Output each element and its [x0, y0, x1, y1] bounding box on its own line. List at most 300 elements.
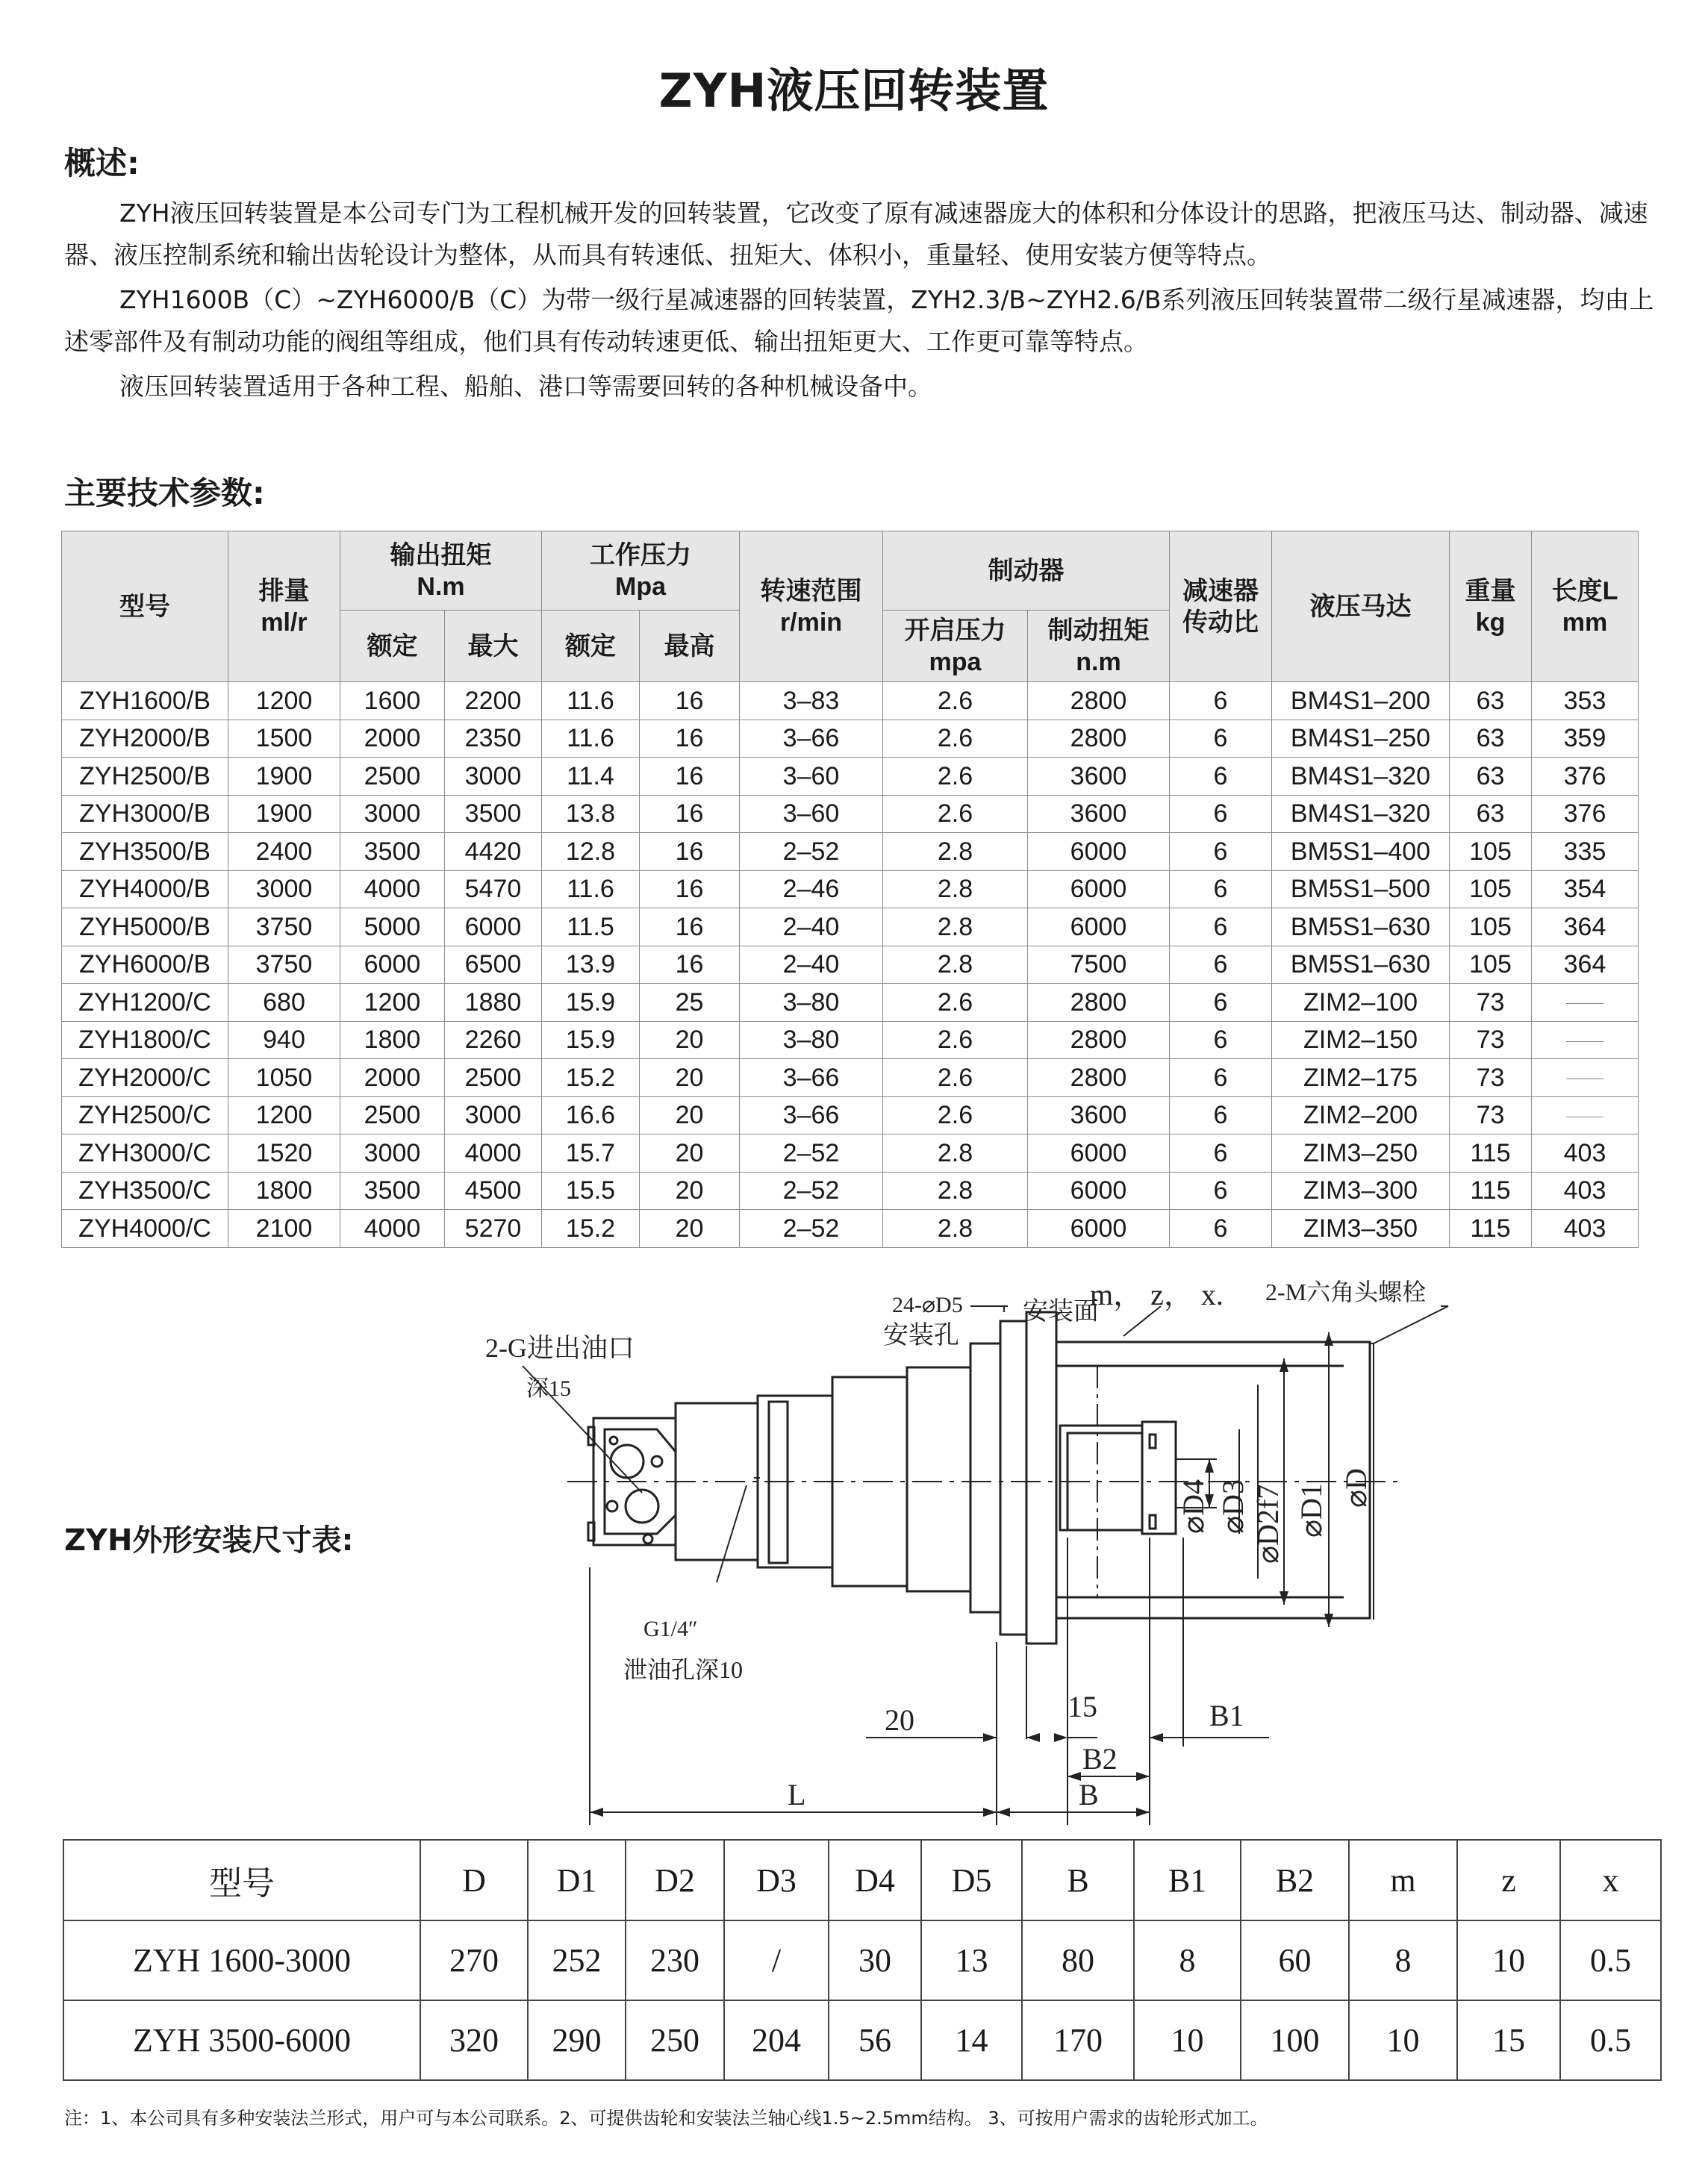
dimension-header-cell: 型号 [63, 1840, 420, 1920]
spec-cell: 16 [640, 908, 740, 946]
spec-cell: 2200 [445, 682, 542, 720]
spec-cell: 2.6 [883, 720, 1028, 758]
dimension-header-cell: D1 [528, 1840, 626, 1920]
label-b: B [1079, 1778, 1099, 1811]
spec-cell: 3–80 [740, 1021, 883, 1059]
spec-cell: ZIM2–200 [1272, 1096, 1450, 1135]
spec-cell: 376 [1532, 758, 1639, 796]
spec-cell: BM5S1–400 [1272, 833, 1450, 871]
spec-cell: 7500 [1028, 946, 1170, 984]
overview-paragraph-3: 液压回转装置适用于各种工程、船舶、港口等需要回转的各种机械设备中。 [119, 372, 932, 401]
spec-cell: 5000 [340, 908, 445, 946]
spec-cell: 4000 [340, 870, 445, 908]
spec-cell: ZIM3–350 [1272, 1210, 1450, 1248]
spec-cell: 2–52 [740, 1135, 883, 1173]
spec-cell: ZYH3500/B [62, 833, 228, 871]
spec-cell: 359 [1532, 720, 1639, 758]
spec-cell: BM4S1–250 [1272, 720, 1450, 758]
spec-cell: 2.8 [883, 908, 1028, 946]
spec-cell: ZYH2500/C [62, 1096, 228, 1135]
spec-cell: 1200 [340, 984, 445, 1022]
spec-row [62, 1210, 1639, 1248]
spec-cell: 3–60 [740, 795, 883, 833]
spec-row [62, 908, 1639, 946]
spec-cell: 3–83 [740, 682, 883, 720]
label-dim20: 20 [885, 1703, 914, 1737]
spec-cell [1532, 1021, 1639, 1059]
spec-cell: BM4S1–320 [1272, 758, 1450, 796]
spec-cell: 15.9 [542, 1021, 640, 1059]
label-g14: G1/4″ [643, 1617, 698, 1641]
spec-cell: 6 [1170, 1096, 1272, 1135]
spec-cell: 73 [1450, 1021, 1532, 1059]
spec-cell: 2–52 [740, 1172, 883, 1210]
spec-cell: 6 [1170, 795, 1272, 833]
label-oil-port: 2-G进出油口 [485, 1333, 635, 1363]
spec-cell: 3750 [228, 946, 340, 984]
spec-cell: 2.6 [883, 1096, 1028, 1135]
spec-cell: 25 [640, 984, 740, 1022]
spec-cell: 6000 [1028, 833, 1170, 871]
spec-row [62, 1172, 1639, 1210]
spec-cell: 1800 [340, 1021, 445, 1059]
spec-cell: 105 [1450, 870, 1532, 908]
spec-cell: 3600 [1028, 795, 1170, 833]
spec-cell: 3–80 [740, 984, 883, 1022]
spec-cell: 403 [1532, 1135, 1639, 1173]
spec-cell: 6 [1170, 908, 1272, 946]
spec-cell: 6 [1170, 1021, 1272, 1059]
dimension-cell: 10 [1134, 2000, 1241, 2080]
dimension-cell: 14 [921, 2000, 1022, 2080]
spec-cell: 2800 [1028, 1021, 1170, 1059]
spec-cell: 3–66 [740, 720, 883, 758]
spec-cell: ZYH1600/B [62, 682, 228, 720]
spec-cell: 1520 [228, 1135, 340, 1173]
spec-cell: 15.2 [542, 1059, 640, 1097]
spec-cell: 13.9 [542, 946, 640, 984]
dimension-cell: 0.5 [1560, 1920, 1661, 2000]
spec-cell: 11.6 [542, 682, 640, 720]
header-brake-torque: 制动扭矩 n.m [1028, 611, 1170, 682]
spec-cell: 2260 [445, 1021, 542, 1059]
spec-cell: 3000 [340, 795, 445, 833]
spec-cell: ZYH4000/B [62, 870, 228, 908]
spec-cell: 1200 [228, 1096, 340, 1135]
spec-cell: 2.6 [883, 984, 1028, 1022]
spec-cell: 3600 [1028, 1096, 1170, 1135]
dimension-cell: 15 [1457, 2000, 1560, 2080]
dimension-cell: 13 [921, 1920, 1022, 2000]
spec-row [62, 795, 1639, 833]
dimension-cell: / [724, 1920, 829, 2000]
header-weight: 重量 kg [1450, 531, 1532, 682]
spec-cell: 115 [1450, 1210, 1532, 1248]
spec-cell: 2.8 [883, 946, 1028, 984]
spec-cell: BM5S1–500 [1272, 870, 1450, 908]
spec-cell: 2.8 [883, 870, 1028, 908]
spec-cell: 364 [1532, 946, 1639, 984]
dimension-cell: 30 [829, 1920, 921, 2000]
spec-row [62, 946, 1639, 984]
spec-cell: ZYH2000/B [62, 720, 228, 758]
spec-cell: 20 [640, 1172, 740, 1210]
dimension-header-cell: x [1560, 1840, 1661, 1920]
overview-paragraph-1: ZYH液压回转装置是本公司专门为工程机械开发的回转装置，它改变了原有减速器庞大的体积和分体设计的思路，把液压马达、制动器、减速器、液压控制系统和输出齿轮设计为整体，从而具有转速低、扭矩大、体积小，重量轻、使用安装方便等特点。 [64, 199, 1648, 269]
spec-cell: 15.2 [542, 1210, 640, 1248]
dimension-row [63, 2000, 1661, 2080]
spec-cell: 15.5 [542, 1172, 640, 1210]
spec-cell: 4420 [445, 833, 542, 871]
spec-cell: 3–60 [740, 758, 883, 796]
label-b1: B1 [1209, 1699, 1244, 1732]
spec-cell: 6 [1170, 870, 1272, 908]
overview-heading: 概述: [64, 145, 140, 181]
spec-cell: 2500 [340, 758, 445, 796]
spec-cell: 105 [1450, 908, 1532, 946]
spec-cell: 63 [1450, 795, 1532, 833]
header-torque-max: 最大 [445, 611, 542, 682]
spec-cell: ZYH1200/C [62, 984, 228, 1022]
spec-cell: 3600 [1028, 758, 1170, 796]
spec-cell: 16 [640, 833, 740, 871]
spec-cell: 2.8 [883, 1210, 1028, 1248]
dimension-header-cell: D2 [626, 1840, 724, 1920]
dimension-cell: ZYH 1600-3000 [63, 1920, 420, 2000]
footnote: 注：1、本公司具有多种安装法兰形式，用户可与本公司联系。2、可提供齿轮和安装法兰轴心线1.5~2.5mm结构。 3、可按用户需求的齿轮形式加工。 [64, 2108, 1268, 2129]
spec-cell: 16.6 [542, 1096, 640, 1135]
spec-cell: ZIM3–250 [1272, 1135, 1450, 1173]
spec-cell: 6 [1170, 833, 1272, 871]
label-mount-face: 安装面 [1023, 1298, 1099, 1326]
dimension-row [63, 1920, 1661, 2000]
spec-cell: 73 [1450, 1059, 1532, 1097]
outline-drawing [0, 1269, 1708, 1844]
header-length: 长度L mm [1532, 531, 1639, 682]
spec-row [62, 1135, 1639, 1173]
spec-cell: BM4S1–200 [1272, 682, 1450, 720]
spec-cell: 11.6 [542, 720, 640, 758]
spec-cell: 6 [1170, 682, 1272, 720]
spec-cell: 364 [1532, 908, 1639, 946]
spec-cell: 5270 [445, 1210, 542, 1248]
spec-cell: 6 [1170, 720, 1272, 758]
dimension-cell: 10 [1349, 2000, 1457, 2080]
spec-cell: 73 [1450, 984, 1532, 1022]
spec-cell: 6000 [340, 946, 445, 984]
spec-cell: 2–46 [740, 870, 883, 908]
page-title: ZYH液压回转装置 [658, 63, 1050, 118]
spec-row [62, 1021, 1639, 1059]
spec-cell: 2–52 [740, 833, 883, 871]
dimension-cell: 230 [626, 1920, 724, 2000]
spec-cell: 1600 [340, 682, 445, 720]
spec-cell: 105 [1450, 833, 1532, 871]
dimension-table-body [63, 1840, 1661, 2080]
dimension-header-cell: D [420, 1840, 528, 1920]
spec-cell: 3000 [445, 758, 542, 796]
spec-cell: 15.7 [542, 1135, 640, 1173]
spec-cell: 2–40 [740, 908, 883, 946]
spec-cell: 1050 [228, 1059, 340, 1097]
spec-cell: 6 [1170, 758, 1272, 796]
dimension-cell: 80 [1022, 1920, 1134, 2000]
spec-cell: 2350 [445, 720, 542, 758]
spec-cell: 20 [640, 1021, 740, 1059]
label-install-hole: 安装孔 [883, 1322, 959, 1349]
spec-cell: 6000 [1028, 1172, 1170, 1210]
drawing-heading: ZYH外形安装尺寸表: [64, 1523, 354, 1558]
spec-cell: 3–66 [740, 1059, 883, 1097]
spec-cell: 2.8 [883, 833, 1028, 871]
label-holes: 24-⌀D5 [892, 1293, 963, 1317]
spec-row [62, 1096, 1639, 1135]
spec-cell: 6 [1170, 1135, 1272, 1173]
spec-cell: 2.8 [883, 1172, 1028, 1210]
spec-cell: BM5S1–630 [1272, 908, 1450, 946]
spec-cell: 6000 [445, 908, 542, 946]
spec-cell: 2500 [445, 1059, 542, 1097]
dimension-cell: 252 [528, 1920, 626, 2000]
spec-cell: 3–66 [740, 1096, 883, 1135]
spec-cell: 3000 [340, 1135, 445, 1173]
header-torque-rated: 额定 [340, 611, 445, 682]
dimension-cell: 0.5 [1560, 2000, 1661, 2080]
header-pressure: 工作压力 Mpa [542, 531, 740, 611]
spec-cell: 20 [640, 1059, 740, 1097]
spec-cell: 11.4 [542, 758, 640, 796]
spec-cell: 2–52 [740, 1210, 883, 1248]
spec-cell: 2.6 [883, 682, 1028, 720]
spec-cell: 16 [640, 870, 740, 908]
spec-cell: 2.6 [883, 1021, 1028, 1059]
spec-cell: 16 [640, 946, 740, 984]
spec-cell: ZYH4000/C [62, 1210, 228, 1248]
spec-cell: 2800 [1028, 682, 1170, 720]
spec-cell: 2100 [228, 1210, 340, 1248]
spec-cell: 6 [1170, 1059, 1272, 1097]
spec-cell: 2000 [340, 1059, 445, 1097]
overview-paragraph-2: ZYH1600B（C）~ZYH6000/B（C）为带一级行星减速器的回转装置，ZYH2.3/B~ZYH2.6/B系列液压回转装置带二级行星减速器，均由上述零部件及有制动功能的阀组等组成，他们具有传动转速更低、输出扭矩更大、工作更可靠等特点。 [64, 285, 1654, 356]
header-brake: 制动器 [883, 531, 1170, 611]
label-bolt: 2-M六角头螺栓 [1265, 1279, 1427, 1305]
spec-cell: 3500 [445, 795, 542, 833]
spec-row [62, 720, 1639, 758]
dimension-header-cell: B2 [1241, 1840, 1349, 1920]
dimension-cell: 56 [829, 2000, 921, 2080]
header-open-pressure: 开启压力 mpa [883, 611, 1028, 682]
spec-cell: 1200 [228, 682, 340, 720]
label-d: ⌀D [1339, 1468, 1373, 1508]
dimension-cell: 320 [420, 2000, 528, 2080]
spec-cell: 16 [640, 758, 740, 796]
spec-cell: 20 [640, 1135, 740, 1173]
dimension-header-cell: B [1022, 1840, 1134, 1920]
spec-cell: 15.9 [542, 984, 640, 1022]
spec-cell: 4000 [445, 1135, 542, 1173]
spec-cell: 403 [1532, 1172, 1639, 1210]
spec-cell: 16 [640, 720, 740, 758]
label-d1: ⌀D1 [1294, 1483, 1328, 1538]
spec-cell: 3750 [228, 908, 340, 946]
header-pressure-rated: 额定 [542, 611, 640, 682]
spec-row [62, 682, 1639, 720]
spec-cell: 3000 [228, 870, 340, 908]
spec-cell: 940 [228, 1021, 340, 1059]
dimension-cell: 100 [1241, 2000, 1349, 2080]
spec-cell: 3500 [340, 833, 445, 871]
spec-cell: ZIM3–300 [1272, 1172, 1450, 1210]
spec-cell: 680 [228, 984, 340, 1022]
spec-cell: 12.8 [542, 833, 640, 871]
header-pressure-highest: 最高 [640, 611, 740, 682]
spec-cell: ZYH5000/B [62, 908, 228, 946]
spec-cell: 6 [1170, 946, 1272, 984]
spec-cell: 2000 [340, 720, 445, 758]
label-dim15: 15 [1068, 1690, 1097, 1723]
spec-cell: 354 [1532, 870, 1639, 908]
spec-cell: ZYH6000/B [62, 946, 228, 984]
spec-cell: 1800 [228, 1172, 340, 1210]
spec-cell: 2500 [340, 1096, 445, 1135]
spec-cell: 2.6 [883, 758, 1028, 796]
dimension-cell: 250 [626, 2000, 724, 2080]
spec-cell: ZYH1800/C [62, 1021, 228, 1059]
spec-cell: 6 [1170, 1172, 1272, 1210]
dimension-cell: ZYH 3500-6000 [63, 2000, 420, 2080]
dimension-cell: 8 [1349, 1920, 1457, 2000]
dimension-cell: 290 [528, 2000, 626, 2080]
spec-row [62, 984, 1639, 1022]
spec-cell: 63 [1450, 758, 1532, 796]
spec-cell: 1500 [228, 720, 340, 758]
spec-cell: BM5S1–630 [1272, 946, 1450, 984]
overview-text [64, 193, 1654, 408]
spec-cell: ZYH2000/C [62, 1059, 228, 1097]
label-d2: ⌀D2f7 [1251, 1484, 1285, 1564]
spec-cell: 376 [1532, 795, 1639, 833]
spec-cell: 6 [1170, 1210, 1272, 1248]
spec-cell: 4000 [340, 1210, 445, 1248]
spec-cell: 335 [1532, 833, 1639, 871]
spec-cell: 6000 [1028, 908, 1170, 946]
spec-cell: 6500 [445, 946, 542, 984]
spec-cell: 2–40 [740, 946, 883, 984]
spec-cell: 115 [1450, 1172, 1532, 1210]
label-drain: 泄油孔深10 [623, 1656, 744, 1683]
spec-cell: 4500 [445, 1172, 542, 1210]
dimension-header-cell: z [1457, 1840, 1560, 1920]
dimension-cell: 10 [1457, 1920, 1560, 2000]
spec-cell: ZYH3500/C [62, 1172, 228, 1210]
spec-cell: 2.6 [883, 1059, 1028, 1097]
spec-cell: 11.5 [542, 908, 640, 946]
spec-cell: 11.6 [542, 870, 640, 908]
spec-cell: 403 [1532, 1210, 1639, 1248]
header-displacement: 排量 ml/r [228, 531, 340, 682]
dimension-header-cell: B1 [1134, 1840, 1241, 1920]
label-b2: B2 [1082, 1742, 1118, 1776]
spec-cell: 20 [640, 1096, 740, 1135]
label-d4: ⌀D4 [1176, 1479, 1210, 1534]
spec-cell: 6 [1170, 984, 1272, 1022]
dimension-cell: 60 [1241, 1920, 1349, 2000]
dimension-header-cell: D3 [724, 1840, 829, 1920]
spec-cell: 2800 [1028, 984, 1170, 1022]
dimension-header-cell: D4 [829, 1840, 921, 1920]
label-l: L [788, 1778, 806, 1811]
spec-cell: 73 [1450, 1096, 1532, 1135]
spec-row [62, 870, 1639, 908]
spec-cell: 353 [1532, 682, 1639, 720]
spec-cell: ZIM2–175 [1272, 1059, 1450, 1097]
dimension-cell: 8 [1134, 1920, 1241, 2000]
empty-dash [1566, 1041, 1603, 1042]
spec-cell: ZIM2–100 [1272, 984, 1450, 1022]
spec-cell: ZIM2–150 [1272, 1021, 1450, 1059]
dimension-cell: 270 [420, 1920, 528, 2000]
dimension-header-cell: D5 [921, 1840, 1022, 1920]
spec-cell [1532, 1096, 1639, 1135]
spec-cell: 105 [1450, 946, 1532, 984]
spec-heading: 主要技术参数: [64, 475, 265, 511]
spec-cell: 6000 [1028, 870, 1170, 908]
label-depth15: 深15 [526, 1376, 571, 1401]
spec-cell: 2800 [1028, 1059, 1170, 1097]
header-ratio: 减速器 传动比 [1170, 531, 1272, 682]
spec-cell: 20 [640, 1210, 740, 1248]
header-model: 型号 [62, 531, 228, 682]
spec-cell: ZYH3000/B [62, 795, 228, 833]
spec-cell: 13.8 [542, 795, 640, 833]
empty-dash [1566, 1003, 1603, 1004]
spec-cell: 1900 [228, 758, 340, 796]
spec-cell: 115 [1450, 1135, 1532, 1173]
spec-row [62, 758, 1639, 796]
dimension-header-row [63, 1840, 1661, 1920]
header-torque: 输出扭矩 N.m [340, 531, 542, 611]
dimension-header-cell: m [1349, 1840, 1457, 1920]
spec-cell: 6000 [1028, 1135, 1170, 1173]
spec-table-body [62, 682, 1639, 1248]
dimension-cell: 204 [724, 2000, 829, 2080]
spec-cell: 5470 [445, 870, 542, 908]
spec-cell: 16 [640, 795, 740, 833]
spec-cell: ZYH3000/C [62, 1135, 228, 1173]
spec-cell: 63 [1450, 682, 1532, 720]
spec-cell: 2800 [1028, 720, 1170, 758]
spec-cell: 2.8 [883, 1135, 1028, 1173]
spec-row [62, 1059, 1639, 1097]
label-mzx: m， z， x. [1090, 1278, 1224, 1311]
dimension-cell: 170 [1022, 2000, 1134, 2080]
header-motor: 液压马达 [1272, 531, 1450, 682]
spec-cell: 6000 [1028, 1210, 1170, 1248]
spec-cell [1532, 1059, 1639, 1097]
spec-cell: 1900 [228, 795, 340, 833]
spec-cell: 1880 [445, 984, 542, 1022]
spec-table [61, 531, 1639, 1248]
dimension-table [63, 1839, 1662, 2081]
spec-cell [1532, 984, 1639, 1022]
spec-row [62, 833, 1639, 871]
header-speed: 转速范围 r/min [740, 531, 883, 682]
spec-cell: 3000 [445, 1096, 542, 1135]
spec-cell: 3500 [340, 1172, 445, 1210]
label-d3: ⌀D3 [1216, 1479, 1250, 1534]
spec-cell: ZYH2500/B [62, 758, 228, 796]
spec-cell: 63 [1450, 720, 1532, 758]
